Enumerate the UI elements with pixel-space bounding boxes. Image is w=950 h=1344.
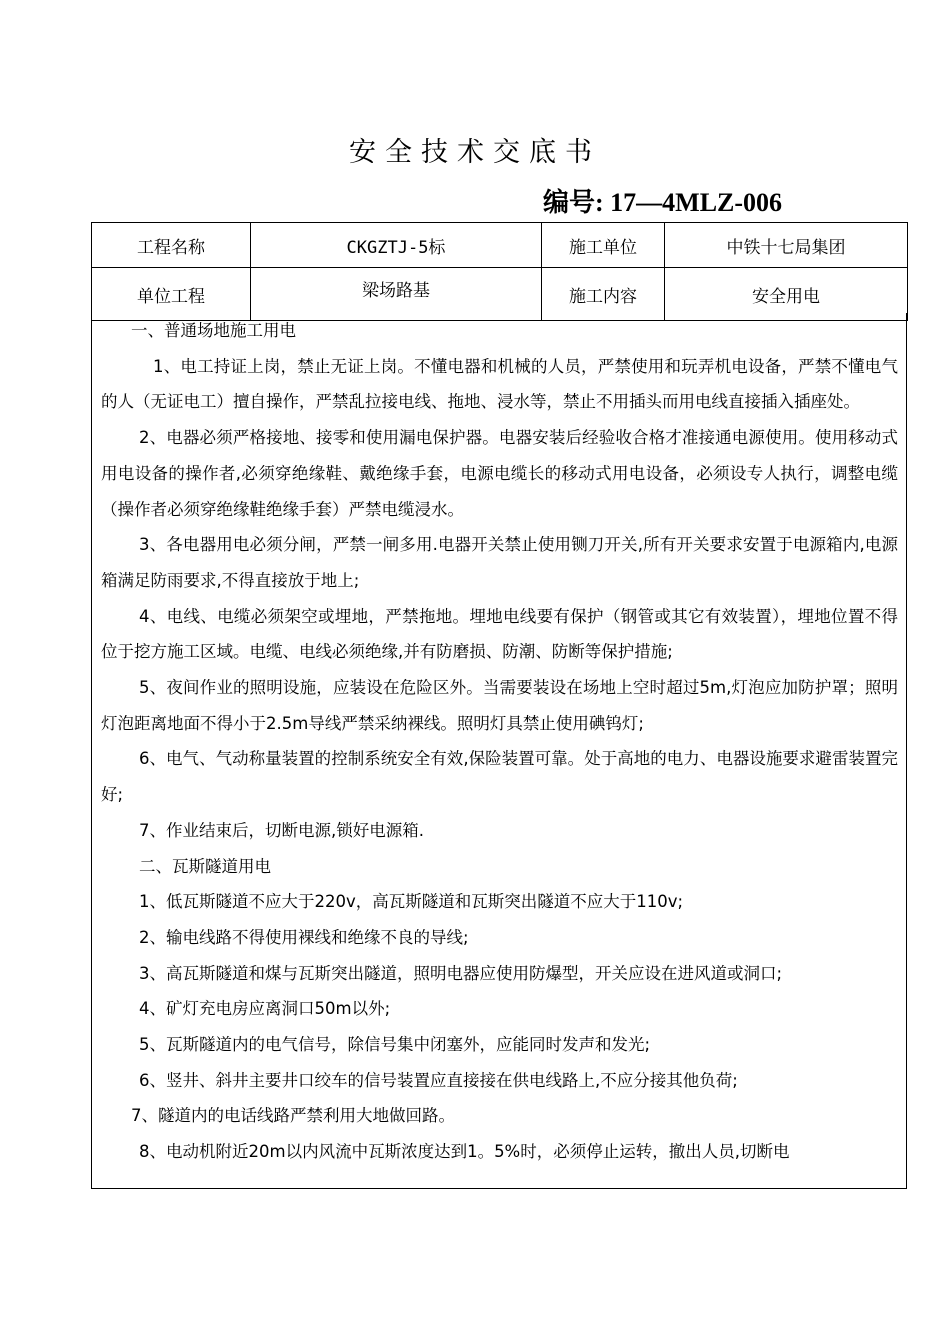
document-title: 安全技术交底书 [349, 137, 601, 168]
list-item: 7、隧道内的电话线路严禁利用大地做回路。 [131, 1106, 455, 1126]
list-item: 6、竖井、斜井主要井口绞车的信号装置应直接接在供电线路上,不应分接其他负荷; [139, 1070, 738, 1090]
contractor-label: 施工单位 [542, 223, 665, 268]
list-item: 2、输电线路不得使用裸线和绝缘不良的导线; [139, 927, 469, 947]
list-item: 4、矿灯充电房应离洞口50m以外; [139, 999, 391, 1019]
document-number: 编号: 17—4MLZ-006 [543, 188, 783, 217]
list-item: 5、夜间作业的照明设施，应装设在危险区外。当需要装设在场地上空时超过5m,灯泡应加防护罩；照明灯泡距离地面不得小于2.5m导线严禁采纳裸线。照明灯具禁止使用碘钨灯; [101, 678, 898, 733]
briefing-content [91, 313, 907, 1189]
list-item: 3、各电器用电必须分闸，严禁一闸多用.电器开关禁止使用铡刀开关,所有开关要求安置于电源箱内,电源箱满足防雨要求,不得直接放于地上; [101, 535, 898, 590]
content-label: 施工内容 [542, 268, 665, 321]
list-item: 8、电动机附近20m以内风流中瓦斯浓度达到1。5%时，必须停止运转，撤出人员,切断电 [139, 1142, 790, 1162]
table-row [92, 223, 908, 268]
section-heading: 一、普通场地施工用电 [131, 321, 296, 340]
project-name-label: 工程名称 [92, 223, 251, 268]
list-item: 1、低瓦斯隧道不应大于220v，高瓦斯隧道和瓦斯突出隧道不应大于110v; [139, 892, 684, 912]
unit-project-value: 梁场路基 [251, 268, 542, 321]
section-heading: 二、瓦斯隧道用电 [139, 856, 271, 876]
project-info-table [91, 222, 908, 321]
unit-project-label: 单位工程 [92, 268, 251, 321]
contractor-value: 中铁十七局集团 [665, 223, 908, 268]
list-item: 6、电气、气动称量装置的控制系统安全有效,保险装置可靠。处于高地的电力、电器设施要求避雷装置完好; [101, 749, 898, 805]
list-item: 4、电线、电缆必须架空或埋地，严禁拖地。埋地电线要有保护（钢管或其它有效装置），埋地位置不得位于挖方施工区域。电缆、电线必须绝缘,并有防磨损、防潮、防断等保护措施; [101, 606, 898, 662]
list-item: 7、作业结束后，切断电源,锁好电源箱. [139, 820, 424, 840]
list-item: 3、高瓦斯隧道和煤与瓦斯突出隧道，照明电器应使用防爆型，开关应设在进风道或洞口; [139, 963, 783, 983]
content-value: 安全用电 [665, 268, 908, 321]
list-item: 1、电工持证上岗，禁止无证上岗。不懂电器和机械的人员，严禁使用和玩弄机电设备，严禁不懂电气的人（无证电工）擅自操作，严禁乱拉接电线、拖地、浸水等，禁止不用插头而用电线直接插入插座处。 [101, 356, 898, 412]
project-name-value: CKGZTJ-5标 [251, 223, 542, 268]
list-item: 5、瓦斯隧道内的电气信号，除信号集中闭塞外，应能同时发声和发光; [139, 1035, 651, 1055]
list-item: 2、电器必须严格接地、接零和使用漏电保护器。电器安装后经验收合格才准接通电源使用。使用移动式用电设备的操作者,必须穿绝缘鞋、戴绝缘手套，电源电缆长的移动式用电设备，必须设专人执行，调整电缆（操作者必须穿绝缘鞋绝缘手套）严禁电缆浸水。 [101, 428, 898, 519]
